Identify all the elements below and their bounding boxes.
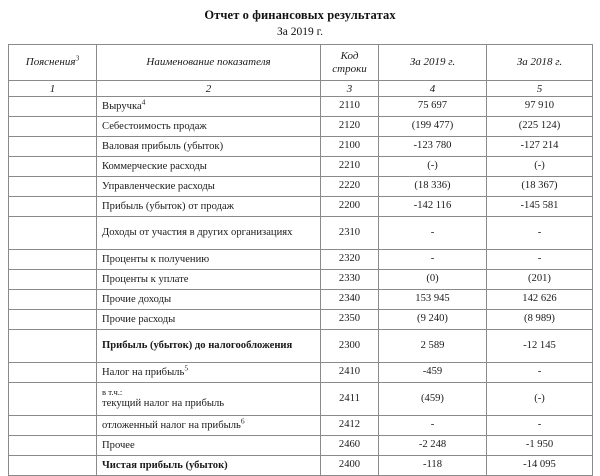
indicator-name-label: Прочие расходы xyxy=(102,313,176,325)
column-header-year-2019 xyxy=(379,45,487,81)
cell-indicator-name xyxy=(97,330,321,363)
cell-value-2018: (-) xyxy=(487,383,593,416)
cell-value-2019: 2 589 xyxy=(379,330,487,363)
cell-row-code: 2330 xyxy=(321,270,379,290)
cell-value-2019: -118 xyxy=(379,456,487,476)
indicator-name-label: Прочие доходы xyxy=(102,293,172,305)
cell-value-2019: -123 780 xyxy=(379,137,487,157)
cell-indicator-name xyxy=(97,117,321,137)
cell-notes xyxy=(9,330,97,363)
page-title: Отчет о финансовых результатах xyxy=(204,8,396,22)
cell-notes xyxy=(9,117,97,137)
cell-notes xyxy=(9,363,97,383)
table-row xyxy=(9,117,593,137)
column-header-notes xyxy=(9,45,97,81)
column-header-year-2019-label: За 2019 г. xyxy=(409,56,456,68)
cell-indicator-name xyxy=(97,456,321,476)
cell-row-code: 2410 xyxy=(321,363,379,383)
title-block xyxy=(0,0,600,40)
cell-value-2019: (199 477) xyxy=(379,117,487,137)
cell-value-2019: -459 xyxy=(379,363,487,383)
cell-row-code: 2200 xyxy=(321,197,379,217)
cell-value-2018: -12 145 xyxy=(487,330,593,363)
column-header-row-code-line1: Код xyxy=(340,49,359,62)
cell-value-2018: (225 124) xyxy=(487,117,593,137)
cell-indicator-name xyxy=(97,383,321,416)
cell-indicator-name xyxy=(97,416,321,436)
cell-notes xyxy=(9,97,97,117)
table-row xyxy=(9,416,593,436)
indicator-name-label: Чистая прибыль (убыток) xyxy=(102,459,228,471)
indicator-name-label: отложенный налог на прибыль xyxy=(102,419,241,431)
cell-value-2019: (459) xyxy=(379,383,487,416)
indicator-name-label: Проценты к уплате xyxy=(102,273,189,285)
indicator-name-label: Выручка xyxy=(102,100,142,112)
indicator-name-label: Прибыль (убыток) до налогообложения xyxy=(102,340,293,352)
cell-notes xyxy=(9,217,97,250)
column-number-2: 2 xyxy=(97,81,321,97)
cell-row-code: 2411 xyxy=(321,383,379,416)
table-row xyxy=(9,197,593,217)
cell-value-2019: (0) xyxy=(379,270,487,290)
cell-value-2018: -14 095 xyxy=(487,456,593,476)
indicator-name-superscript: 5 xyxy=(184,363,189,373)
column-header-indicator-name xyxy=(97,45,321,81)
table-header xyxy=(9,45,593,97)
page-subtitle: За 2019 г. xyxy=(277,26,323,38)
cell-row-code: 2210 xyxy=(321,157,379,177)
cell-row-code: 2460 xyxy=(321,436,379,456)
table-row xyxy=(9,157,593,177)
cell-row-code: 2300 xyxy=(321,330,379,363)
cell-notes xyxy=(9,270,97,290)
indicator-name-superscript: 6 xyxy=(240,416,245,426)
cell-notes xyxy=(9,310,97,330)
cell-notes xyxy=(9,456,97,476)
cell-value-2018: -1 950 xyxy=(487,436,593,456)
indicator-name-prefix: в т.ч.: xyxy=(102,387,123,398)
cell-value-2018: - xyxy=(487,217,593,250)
cell-indicator-name xyxy=(97,177,321,197)
cell-row-code: 2350 xyxy=(321,310,379,330)
cell-value-2019: - xyxy=(379,217,487,250)
cell-notes xyxy=(9,250,97,270)
cell-indicator-name xyxy=(97,290,321,310)
cell-notes xyxy=(9,197,97,217)
cell-value-2018: (8 989) xyxy=(487,310,593,330)
financial-results-table-wrapper xyxy=(8,44,592,476)
cell-notes xyxy=(9,416,97,436)
cell-value-2018: (18 367) xyxy=(487,177,593,197)
cell-notes xyxy=(9,290,97,310)
table-row xyxy=(9,363,593,383)
table-column-number-row xyxy=(9,81,593,97)
cell-row-code: 2412 xyxy=(321,416,379,436)
indicator-name-superscript: 4 xyxy=(141,97,146,107)
cell-value-2019: - xyxy=(379,250,487,270)
cell-value-2019: 153 945 xyxy=(379,290,487,310)
cell-indicator-name xyxy=(97,197,321,217)
table-row xyxy=(9,137,593,157)
indicator-name-label: Прочее xyxy=(102,439,135,451)
cell-indicator-name xyxy=(97,137,321,157)
table-row xyxy=(9,270,593,290)
cell-value-2018: - xyxy=(487,250,593,270)
cell-value-2019: (18 336) xyxy=(379,177,487,197)
column-header-indicator-name-label: Наименование показателя xyxy=(146,56,271,68)
column-number-4: 4 xyxy=(379,81,487,97)
cell-notes xyxy=(9,157,97,177)
cell-value-2018: - xyxy=(487,363,593,383)
cell-indicator-name xyxy=(97,157,321,177)
financial-results-table xyxy=(8,44,593,476)
column-number-5: 5 xyxy=(487,81,593,97)
table-row xyxy=(9,250,593,270)
column-number-1: 1 xyxy=(9,81,97,97)
table-row xyxy=(9,383,593,416)
table-row xyxy=(9,97,593,117)
table-row xyxy=(9,177,593,197)
column-header-notes-label: Пояснения xyxy=(25,56,76,68)
cell-indicator-name xyxy=(97,310,321,330)
cell-indicator-name xyxy=(97,97,321,117)
cell-value-2019: -2 248 xyxy=(379,436,487,456)
cell-value-2018: 97 910 xyxy=(487,97,593,117)
cell-value-2019: - xyxy=(379,416,487,436)
indicator-name-label: Управленческие расходы xyxy=(102,180,215,192)
cell-notes xyxy=(9,177,97,197)
table-row xyxy=(9,217,593,250)
cell-indicator-name xyxy=(97,217,321,250)
indicator-name-label: Себестоимость продаж xyxy=(102,120,207,132)
cell-notes xyxy=(9,383,97,416)
cell-notes xyxy=(9,137,97,157)
table-row xyxy=(9,290,593,310)
cell-value-2019: (-) xyxy=(379,157,487,177)
indicator-name-label: Проценты к получению xyxy=(102,253,210,265)
indicator-name-label: Доходы от участия в других организациях xyxy=(102,227,293,239)
cell-indicator-name xyxy=(97,363,321,383)
table-header-row xyxy=(9,45,593,81)
cell-row-code: 2110 xyxy=(321,97,379,117)
cell-row-code: 2220 xyxy=(321,177,379,197)
cell-value-2019: (9 240) xyxy=(379,310,487,330)
column-header-year-2018 xyxy=(487,45,593,81)
cell-indicator-name xyxy=(97,270,321,290)
cell-row-code: 2310 xyxy=(321,217,379,250)
table-row xyxy=(9,310,593,330)
cell-row-code: 2400 xyxy=(321,456,379,476)
cell-row-code: 2320 xyxy=(321,250,379,270)
cell-value-2018: (-) xyxy=(487,157,593,177)
table-row xyxy=(9,330,593,363)
cell-row-code: 2120 xyxy=(321,117,379,137)
column-header-year-2018-label: За 2018 г. xyxy=(516,56,563,68)
cell-value-2018: -127 214 xyxy=(487,137,593,157)
cell-value-2018: 142 626 xyxy=(487,290,593,310)
indicator-name-label: Валовая прибыль (убыток) xyxy=(102,140,224,152)
table-row xyxy=(9,456,593,476)
cell-indicator-name xyxy=(97,250,321,270)
column-header-row-code xyxy=(321,45,379,81)
column-header-row-code-line2: строки xyxy=(332,62,367,75)
cell-row-code: 2100 xyxy=(321,137,379,157)
cell-value-2019: -142 116 xyxy=(379,197,487,217)
indicator-name-label: Прибыль (убыток) от продаж xyxy=(102,200,234,212)
indicator-name-label: Коммерческие расходы xyxy=(102,160,207,172)
cell-value-2018: - xyxy=(487,416,593,436)
column-number-3: 3 xyxy=(321,81,379,97)
column-header-notes-superscript: 3 xyxy=(75,53,80,63)
cell-row-code: 2340 xyxy=(321,290,379,310)
indicator-name-label: Налог на прибыль xyxy=(102,366,185,378)
indicator-name-label: текущий налог на прибыль xyxy=(102,398,225,410)
cell-value-2018: -145 581 xyxy=(487,197,593,217)
table-body xyxy=(9,97,593,476)
cell-value-2018: (201) xyxy=(487,270,593,290)
cell-value-2019: 75 697 xyxy=(379,97,487,117)
